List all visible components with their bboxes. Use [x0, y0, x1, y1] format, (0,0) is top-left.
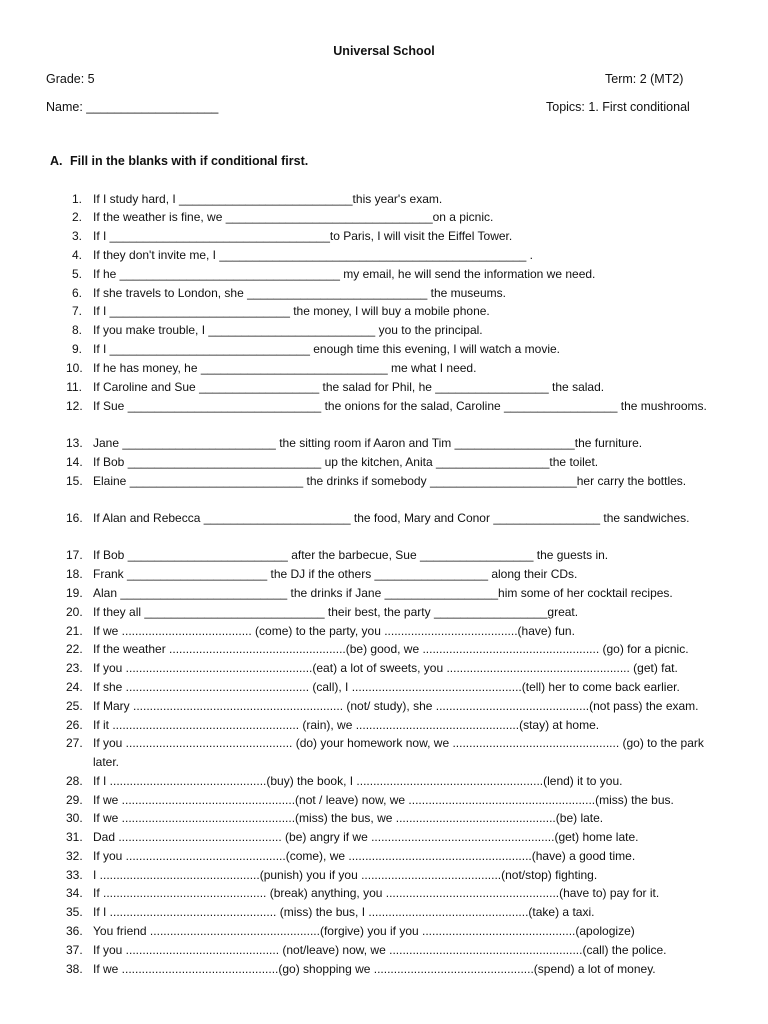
item-number: 28. [66, 774, 83, 788]
item-text: Frank _____________________ the DJ if the others _________________ along their CDs. [93, 567, 578, 581]
exercise-item [66, 922, 716, 941]
item-number: 33. [66, 868, 83, 882]
exercise-item [66, 565, 716, 584]
item-text: Elaine __________________________ the drinks if somebody ______________________her carry the bottles. [93, 474, 687, 488]
item-number: 15. [66, 474, 83, 488]
item-number: 8. [71, 323, 82, 337]
exercise-item [66, 359, 716, 378]
exercise-item [66, 716, 716, 735]
exercise-item [66, 190, 716, 209]
item-text: Alan _________________________ the drinks if Jane _________________him some of her cocktail recipes. [93, 586, 673, 600]
exercise-item [66, 227, 716, 246]
item-text: If Mary ............................................................... (not/ study), she ..............................................(not pass) the exam. [93, 699, 699, 713]
item-text: If she travels to London, she ___________________________ the museums. [93, 286, 506, 300]
item-number: 2. [71, 210, 82, 224]
item-number: 13. [66, 436, 83, 450]
exercise-item [66, 772, 716, 791]
exercise-item [66, 208, 716, 227]
item-number: 29. [66, 793, 83, 807]
item-number: 30. [66, 811, 83, 825]
item-text: If Caroline and Sue __________________ the salad for Phil, he _________________ the salad. [93, 380, 605, 394]
item-text: You friend ...................................................(forgive) you if you ..............................................(apologize) [93, 924, 635, 938]
exercise-item [66, 941, 716, 960]
item-text: If you .............................................. (not/leave) now, we ..........................................................(call) the police. [93, 943, 667, 957]
item-text: If we ...............................................(go) shopping we ................................................(spend) a lot of money. [93, 962, 656, 976]
item-number: 16. [66, 511, 83, 525]
item-text: Jane _______________________ the sitting room if Aaron and Tim __________________the furniture. [93, 436, 643, 450]
exercise-item [66, 866, 716, 885]
exercise-item [66, 791, 716, 810]
item-number: 4. [71, 248, 82, 262]
item-text: If we ....................................... (come) to the party, you ........................................(have) fun. [93, 624, 575, 638]
exercise-item [66, 584, 716, 603]
section-title: Fill in the blanks with if conditional first. [70, 154, 309, 168]
item-text: If I .................................................. (miss) the bus, I ................................................(take) a taxi. [93, 905, 595, 919]
item-number: 26. [66, 718, 83, 732]
item-text: I ................................................(punish) you if you ..........................................(not/stop) fighting. [93, 868, 598, 882]
exercise-item [66, 546, 716, 565]
exercise-item [66, 697, 716, 716]
exercise-item [66, 265, 716, 284]
item-number: 17. [66, 548, 83, 562]
item-text: If Bob ________________________ after the barbecue, Sue _________________ the guests in. [93, 548, 609, 562]
item-number: 36. [66, 924, 83, 938]
item-number: 10. [66, 361, 83, 375]
item-text: If they all ___________________________ their best, the party _________________great. [93, 605, 579, 619]
item-text: If you make trouble, I _________________________ you to the principal. [93, 323, 483, 337]
item-text: If I ...............................................(buy) the book, I ........................................................(lend) it to you. [93, 774, 623, 788]
item-text: If Bob _____________________________ up the kitchen, Anita _________________the toilet. [93, 455, 599, 469]
school-title: Universal School [333, 44, 435, 58]
exercise-item [66, 659, 716, 678]
exercise-item [66, 847, 716, 866]
item-number: 25. [66, 699, 83, 713]
item-text: If I ______________________________ enough time this evening, I will watch a movie. [93, 342, 561, 356]
item-number: 23. [66, 661, 83, 675]
item-number: 37. [66, 943, 83, 957]
item-number: 18. [66, 567, 83, 581]
item-text: If you ........................................................(eat) a lot of sweets, you ....................................................... (get) fat. [93, 661, 678, 675]
item-number: 3. [71, 229, 82, 243]
item-text: If he has money, he ____________________________ me what I need. [93, 361, 477, 375]
item-text: If they don't invite me, I ______________________________________________ . [93, 248, 534, 262]
item-number: 32. [66, 849, 83, 863]
item-text: If we ....................................................(miss) the bus, we ................................................(be) late. [93, 811, 604, 825]
exercise-item [66, 321, 716, 340]
item-number: 21. [66, 624, 83, 638]
item-number: 11. [66, 380, 82, 394]
topics-label: Topics: 1. First conditional [546, 100, 690, 114]
section-heading [50, 154, 308, 168]
item-number: 22. [66, 642, 83, 656]
item-number: 20. [66, 605, 83, 619]
item-text: If ................................................. (break) anything, you ....................................................(have to) pay for it. [93, 886, 660, 900]
exercise-item [66, 509, 716, 528]
item-number: 34. [66, 886, 83, 900]
exercise-item [66, 678, 716, 697]
exercise-item [66, 884, 716, 903]
item-text: If she ....................................................... (call), I ...................................................(tell) her to come back earlier. [93, 680, 680, 694]
item-number: 7. [71, 304, 82, 318]
exercise-item [66, 397, 716, 416]
exercise-item [66, 378, 716, 397]
item-number: 31. [66, 830, 83, 844]
item-number: 9. [71, 342, 82, 356]
grade-label: Grade: 5 [46, 72, 95, 86]
item-text: If you ................................................(come), we .......................................................(have) a good time. [93, 849, 636, 863]
item-text: If I study hard, I __________________________this year's exam. [93, 192, 443, 206]
item-number: 35. [66, 905, 83, 919]
exercise-item [66, 340, 716, 359]
exercise-item [66, 828, 716, 847]
section-letter: A. [50, 154, 63, 168]
item-number: 5. [71, 267, 82, 281]
exercise-item [66, 453, 716, 472]
item-text: If it ........................................................ (rain), we .................................................(stay) at home. [93, 718, 600, 732]
item-number: 12. [66, 399, 83, 413]
item-text: If the weather .....................................................(be) good, we ..................................................... (go) for a picnic. [93, 642, 689, 656]
item-text: If you .................................................. (do) your homework now, we .................................................. (go) to the park later. [93, 736, 704, 769]
item-number: 14. [66, 455, 83, 469]
item-text: If Sue _____________________________ the onions for the salad, Caroline _________________ the mushrooms. [93, 399, 707, 413]
item-text: If I _________________________________to Paris, I will visit the Eiffel Tower. [93, 229, 513, 243]
item-text: If we ....................................................(not / leave) now, we ........................................................(miss) the bus. [93, 793, 674, 807]
exercise-item [66, 434, 716, 453]
exercise-item [66, 472, 716, 491]
item-number: 6. [71, 286, 82, 300]
exercise-item [66, 903, 716, 922]
item-number: 1. [71, 192, 82, 206]
item-text: If I ___________________________ the money, I will buy a mobile phone. [93, 304, 490, 318]
exercise-item [66, 809, 716, 828]
exercise-item [66, 640, 716, 659]
name-field: Name: ___________________ [46, 100, 219, 114]
item-number: 19. [66, 586, 83, 600]
item-text: If he _________________________________ my email, he will send the information we need. [93, 267, 596, 281]
item-text: If the weather is fine, we _______________________________on a picnic. [93, 210, 494, 224]
term-label: Term: 2 (MT2) [605, 72, 684, 86]
item-number: 38. [66, 962, 83, 976]
item-text: If Alan and Rebecca ______________________ the food, Mary and Conor ________________ the sandwiches. [93, 511, 690, 525]
item-number: 24. [66, 680, 83, 694]
exercise-item [66, 734, 716, 772]
item-number: 27. [66, 736, 83, 750]
exercise-item [66, 302, 716, 321]
exercise-item [66, 622, 716, 641]
exercise-item [66, 603, 716, 622]
exercise-item [66, 960, 716, 979]
item-text: Dad ................................................. (be) angry if we .......................................................(get) home late. [93, 830, 639, 844]
exercise-item [66, 246, 716, 265]
exercise-item [66, 284, 716, 303]
